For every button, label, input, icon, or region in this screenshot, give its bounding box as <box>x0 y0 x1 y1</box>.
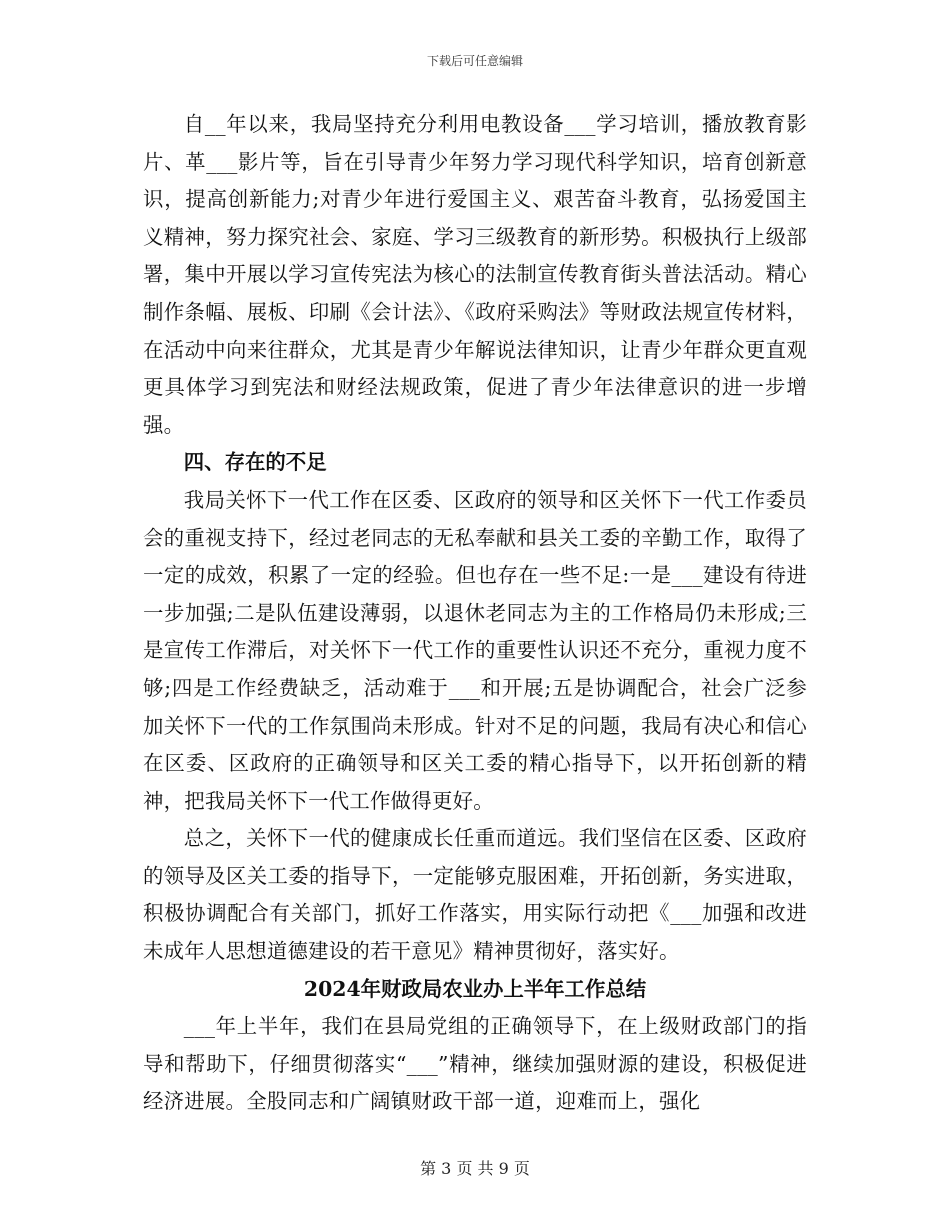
paragraph-shortcomings: 我局关怀下一代工作在区委、区政府的领导和区关怀下一代工作委员会的重视支持下，经过老同志的无私奉献和县关工委的辛勤工作，取得了一定的成效，积累了一定的经验。但也存在一些不足:一是___建设有待进一步加强;二是队伍建设薄弱，以退休老同志为主的工作格局仍未形成;三是宣传工作滞后，对关怀下一代工作的重要性认识还不充分，重视力度不够;四是工作经费缺乏，活动难于___和开展;五是协调配合，社会广泛参加关怀下一代的工作氛围尚未形成。针对不足的问题，我局有决心和信心在区委、区政府的正确领导和区关工委的精心指导下，以开拓创新的精神，把我局关怀下一代工作做得更好。 <box>143 487 807 813</box>
document-body <box>143 106 807 1121</box>
paragraph-summary-intro: ___年上半年，我们在县局党组的正确领导下，在上级财政部门的指导和帮助下，仔细贯彻落实“___”精神，继续加强财源的建设，积极促进经济进展。全股同志和广阔镇财政干部一道，迎难而上，强化 <box>143 1014 807 1114</box>
paragraph-education-activities: 自__年以来，我局坚持充分利用电教设备___学习培训，播放教育影片、革___影片等，旨在引导青少年努力学习现代科学知识，培育创新意识，提高创新能力;对青少年进行爱国主义、艰苦奋斗教育，弘扬爱国主义精神，努力探究社会、家庭、学习三级教育的新形势。积极执行上级部署，集中开展以学习宣传宪法为核心的法制宣传教育街头普法活动。精心制作条幅、展板、印刷《会计法》、《政府采购法》等财政法规宣传材料，在活动中向来往群众，尤其是青少年解说法律知识，让青少年群众更直观更具体学习到宪法和财经法规政策，促进了青少年法律意识的进一步增强。 <box>143 112 807 437</box>
document-title: 2024年财政局农业办上半年工作总结 <box>303 976 647 1001</box>
page-indicator: 第 3 页 共 9 页 <box>420 1159 530 1178</box>
paragraph-conclusion: 总之，关怀下一代的健康成长任重而道远。我们坚信在区委、区政府的领导及区关工委的指导下，一定能够克服困难，开拓创新，务实进取，积极协调配合有关部门，抓好工作落实，用实际行动把《___加强和改进未成年人思想道德建设的若干意见》精神贯彻好，落实好。 <box>143 826 807 964</box>
section-heading-shortcomings: 四、存在的不足 <box>183 450 327 475</box>
header-note: 下载后可任意编辑 <box>426 54 523 68</box>
